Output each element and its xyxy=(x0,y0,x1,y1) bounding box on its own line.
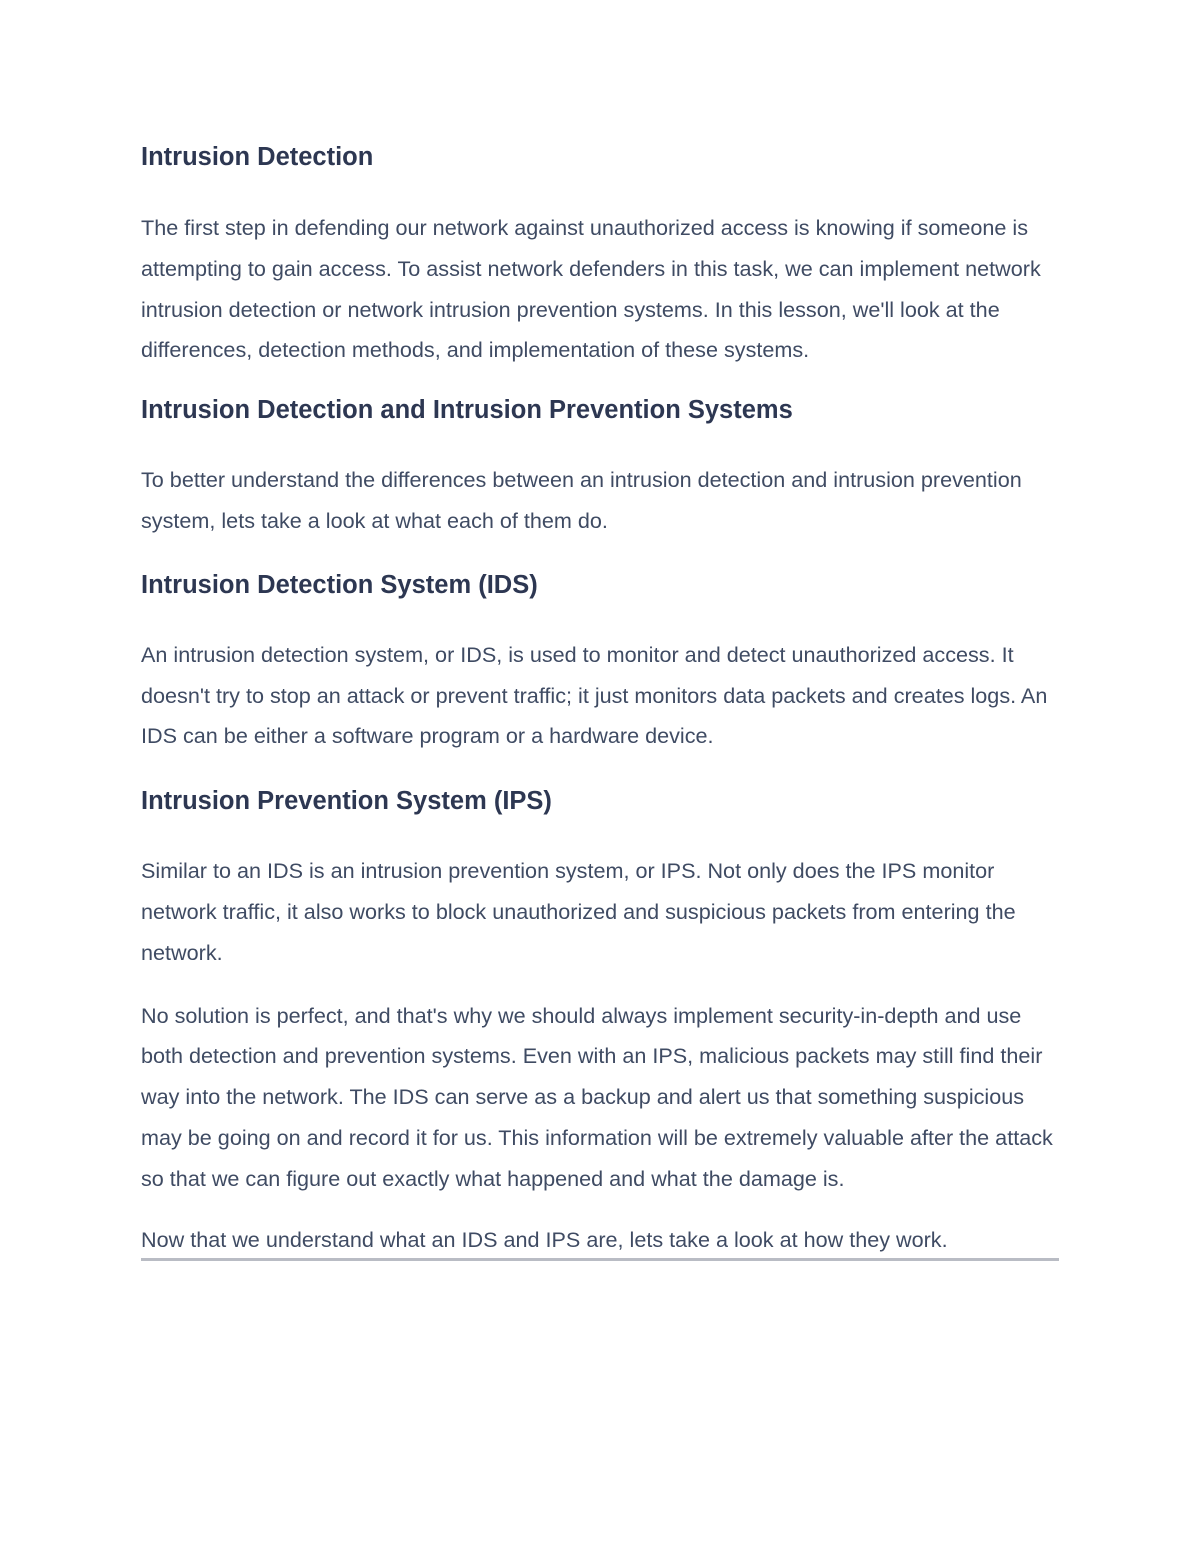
paragraph-security-in-depth: No solution is perfect, and that's why we should always implement security-in-depth and use both detection and prevention systems. Even with an IPS, malicious packets may still find their way into the network. The IDS can serve as a backup and alert us that something suspicious may be going on and record it for us. This information will be extremely valuable after the attack so that we can figure out exactly what happened and what the damage is. xyxy=(141,1002,1053,1191)
closing-line: Now that we understand what an IDS and IPS are, lets take a look at how they work. xyxy=(141,1222,1059,1261)
paragraph-intro: The first step in defending our network against unauthorized access is knowing if someone is attempting to gain access. To assist network defenders in this task, we can implement network intrusion detection or network intrusion prevention systems. In this lesson, we'll look at the differences, detection methods, and implementation of these systems. xyxy=(141,215,1041,363)
heading-ids: Intrusion Detection System (IDS) xyxy=(141,570,538,599)
closing-paragraph xyxy=(141,1222,1061,1261)
paragraph-differences: To better understand the differences between an intrusion detection and intrusion prevention system, lets take a look at what each of them do. xyxy=(141,467,1022,533)
heading-ids-and-ips: Intrusion Detection and Intrusion Prevention Systems xyxy=(141,396,793,425)
paragraph-ids: An intrusion detection system, or IDS, is used to monitor and detect unauthorized access. It doesn't try to stop an attack or prevent traffic; it just monitors data packets and creates logs. An IDS can be either a software program or a hardware device. xyxy=(141,641,1048,749)
document-page xyxy=(141,138,1061,1261)
heading-intrusion-detection: Intrusion Detection xyxy=(141,143,374,171)
heading-ips: Intrusion Prevention System (IPS) xyxy=(141,787,552,816)
paragraph-ips: Similar to an IDS is an intrusion prevention system, or IPS. Not only does the IPS monitor network traffic, it also works to block unauthorized and suspicious packets from entering the network. xyxy=(141,858,1016,965)
